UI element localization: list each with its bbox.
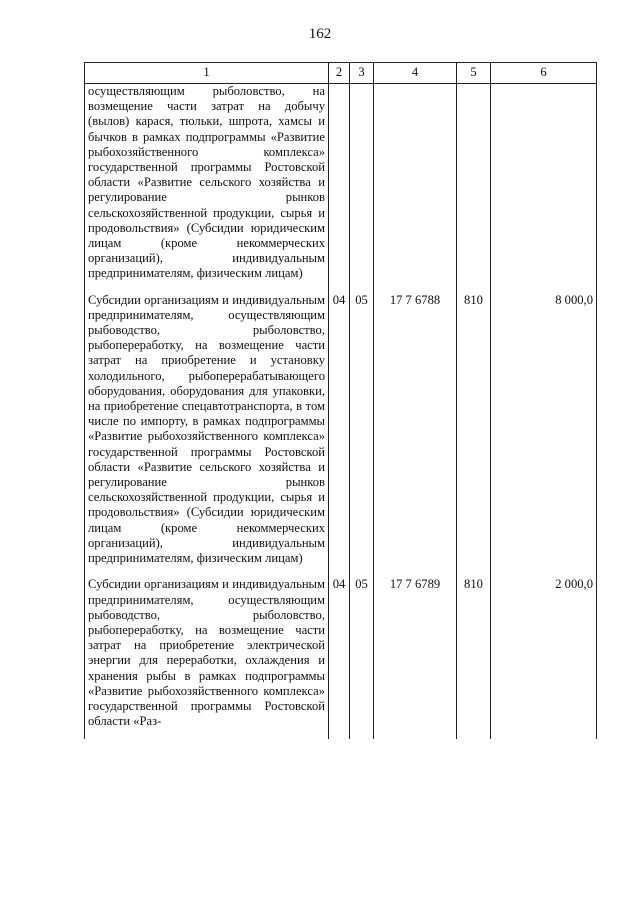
row-expense-type: 810	[457, 576, 491, 739]
column-header-3: 3	[350, 63, 374, 84]
column-header-2: 2	[329, 63, 350, 84]
table-header-row	[85, 63, 597, 84]
row-expense-type	[457, 84, 491, 292]
row-subsection-code	[350, 84, 374, 292]
row-target-article: 17 7 6788	[374, 292, 457, 577]
row-amount: 8 000,0	[491, 292, 597, 577]
row-amount	[491, 84, 597, 292]
table-row	[85, 292, 597, 577]
row-expense-type: 810	[457, 292, 491, 577]
budget-table	[84, 62, 597, 739]
page-number: 162	[308, 26, 332, 42]
row-description: Субсидии организациям и индивидуальным предпринимателям, осуществляющим рыбоводство, рыболовство, рыбопереработку, на возмещение части затрат на приобретение электрической энергии для переработки, охлаждения и хранения рыбы в рамках подпрограммы «Развитие рыбохозяйственного комплекса» государственной программы Ростовской области «Раз-	[85, 576, 329, 739]
column-header-1: 1	[85, 63, 329, 84]
column-header-6: 6	[491, 63, 597, 84]
row-description: Субсидии организациям и индивидуальным предпринимателям, осуществляющим рыбоводство, рыболовство, рыбопереработку, на возмещение части затрат на приобретение и установку холодильного, рыбоперерабатывающего оборудования, оборудования для упаковки, на приобретение спецавтотранспорта, в том числе по импорту, в рамках подпрограммы «Развитие рыбохозяйственного комплекса» государственной программы Ростовской области «Развитие сельского хозяйства и регулирование рынков сельскохозяйственной продукции, сырья и продовольствия» (Субсидии юридическим лицам (кроме некоммерческих организаций), индивидуальным предпринимателям, физическим лицам)	[85, 292, 329, 577]
row-section-code: 04	[329, 292, 350, 577]
table-row	[85, 576, 597, 739]
row-description: осуществляющим рыболовство, на возмещение части затрат на добычу (вылов) карася, тюльки, шпрота, хамсы и бычков в рамках подпрограммы «Развитие рыбохозяйственного комплекса» государственной программы Ростовской области «Развитие сельского хозяйства и регулирование рынков сельскохозяйственной продукции, сырья и продовольствия» (Субсидии юридическим лицам (кроме некоммерческих организаций), индивидуальным предпринимателям, физическим лицам)	[85, 84, 329, 292]
row-subsection-code: 05	[350, 576, 374, 739]
table-row	[85, 84, 597, 292]
row-target-article	[374, 84, 457, 292]
row-section-code: 04	[329, 576, 350, 739]
column-header-4: 4	[374, 63, 457, 84]
row-target-article: 17 7 6789	[374, 576, 457, 739]
column-header-5: 5	[457, 63, 491, 84]
row-subsection-code: 05	[350, 292, 374, 577]
row-section-code	[329, 84, 350, 292]
row-amount: 2 000,0	[491, 576, 597, 739]
